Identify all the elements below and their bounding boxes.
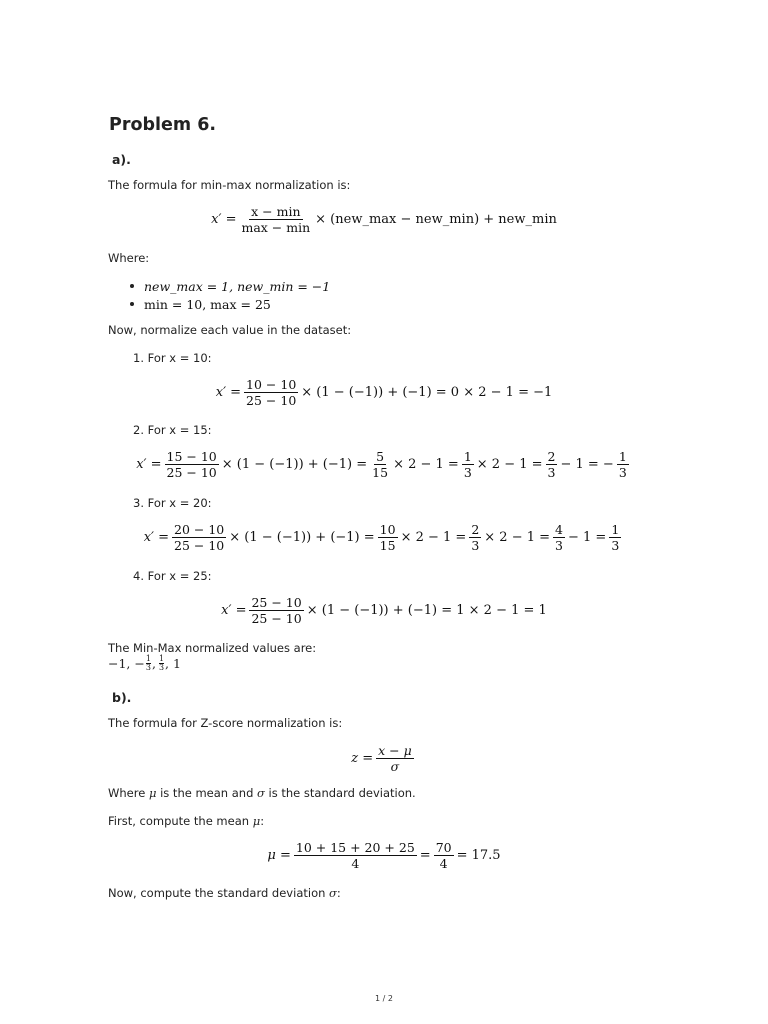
result-fraction: $\frac{1}{3}$ bbox=[145, 654, 151, 672]
parameter-list bbox=[130, 277, 330, 313]
page-number: 1 / 2 bbox=[375, 994, 393, 1003]
step-2-fraction: $\frac{1}{3}$ bbox=[463, 449, 472, 480]
step-2-fraction: $\frac{15 - 10}{25 - 10}$ bbox=[166, 449, 217, 480]
result-values: −1, − $\frac{1}{3}$ , 1 3 , 1 bbox=[108, 654, 181, 672]
formula-denominator: max − min bbox=[241, 220, 311, 235]
step-2-fraction: $\frac{5}{15}$ bbox=[372, 449, 389, 480]
step-4-fraction: $\frac{25 - 10}{25 - 10}$ bbox=[251, 595, 302, 626]
step-1-equation: x′ = $\frac{10 - 10}{25 - 10}$ × (1 − (−1)) + (−1) = 0 × 2 − 1 = −1 bbox=[215, 377, 553, 408]
step-4-label: 4. For x = 25: bbox=[133, 569, 212, 583]
part-a-heading: a). bbox=[112, 152, 131, 167]
part-b-heading: b). bbox=[112, 690, 132, 705]
list-item: min = 10, max = 25 bbox=[130, 295, 330, 313]
where-label: Where: bbox=[108, 251, 150, 265]
step-2-equation: x′ = $\frac{15 - 10}{25 - 10}$ × (1 − (−1)) + (−1) = $\frac{5}{15}$ × 2 − 1 = $\frac{1}{3}$ × 2 − 1 = $\frac{2}{3}$ − 1 = − $\frac{1}{3}$ bbox=[136, 449, 627, 480]
step-3-fraction: $\frac{2}{3}$ bbox=[471, 522, 480, 553]
formula-rest: × (new_max − new_min) + new_min bbox=[315, 212, 557, 227]
zscore-intro: The formula for Z-score normalization is: bbox=[108, 716, 343, 730]
formula-lhs: x′ = bbox=[211, 212, 237, 227]
list-item: new_max = 1, new_min = −1 bbox=[130, 277, 330, 295]
bullet-icon bbox=[130, 302, 134, 306]
problem-title: Problem 6. bbox=[109, 115, 217, 135]
step-3-fraction: $\frac{20 - 10}{25 - 10}$ bbox=[174, 522, 225, 553]
std-intro: Now, compute the standard deviation σ: bbox=[108, 886, 341, 900]
step-3-equation: x′ = $\frac{20 - 10}{25 - 10}$ × (1 − (−1)) + (−1) = $\frac{10}{15}$ × 2 − 1 = $\frac{2}{3}$ × 2 − 1 = $\frac{4}{3}$ − 1 = $\frac{1}{3}$ bbox=[143, 522, 620, 553]
zscore-fraction: $\frac{x - \mu}{\sigma}$ bbox=[378, 743, 412, 774]
step-1-fraction: $\frac{10 - 10}{25 - 10}$ bbox=[246, 377, 297, 408]
normalize-intro: Now, normalize each value in the dataset: bbox=[108, 323, 352, 337]
result-intro: The Min-Max normalized values are: bbox=[108, 641, 317, 655]
formula-numerator: x − min bbox=[251, 204, 301, 219]
bullet-icon bbox=[130, 284, 134, 288]
mean-fraction: $\frac{10 + 15 + 20 + 25}{4}$ bbox=[295, 840, 415, 871]
formula-fraction bbox=[239, 204, 312, 235]
step-4-equation: x′ = $\frac{25 - 10}{25 - 10}$ × (1 − (−1)) + (−1) = 1 × 2 − 1 = 1 bbox=[221, 595, 547, 626]
mean-formula: μ = $\frac{10 + 15 + 20 + 25}{4}$ = $\frac{70}{4}$ = 17.5 bbox=[267, 840, 501, 871]
step-2-label: 2. For x = 15: bbox=[133, 423, 212, 437]
mean-fraction: $\frac{70}{4}$ bbox=[435, 840, 452, 871]
step-2-fraction: $\frac{1}{3}$ bbox=[618, 449, 627, 480]
result-fraction: 1 3 bbox=[158, 654, 165, 672]
zscore-formula: z = $\frac{x - \mu}{\sigma}$ bbox=[351, 743, 412, 774]
step-2-fraction: $\frac{2}{3}$ bbox=[547, 449, 556, 480]
step-3-fraction: $\frac{4}{3}$ bbox=[555, 522, 563, 553]
step-3-label: 3. For x = 20: bbox=[133, 496, 212, 510]
step-1-label: 1. For x = 10: bbox=[133, 351, 212, 365]
minmax-formula bbox=[0, 204, 768, 235]
step-3-fraction: $\frac{1}{3}$ bbox=[611, 522, 620, 553]
step-3-fraction: $\frac{10}{15}$ bbox=[379, 522, 396, 553]
mean-intro: First, compute the mean μ: bbox=[108, 814, 265, 828]
where-text: Where μ is the mean and σ is the standard deviation. bbox=[108, 786, 416, 800]
minmax-intro: The formula for min-max normalization is: bbox=[108, 178, 351, 192]
